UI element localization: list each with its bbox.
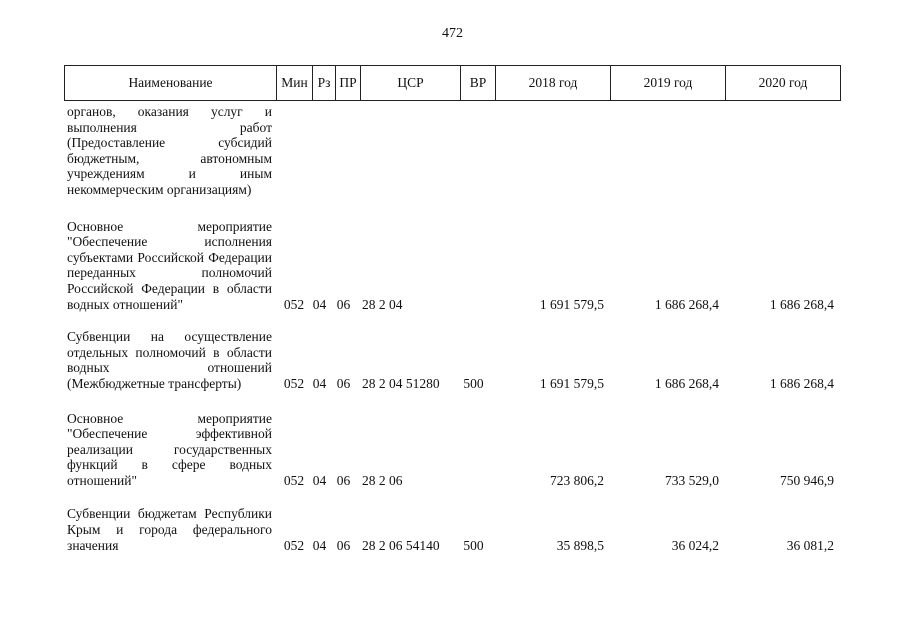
table-row	[64, 219, 841, 313]
row-name: Основное мероприятие "Обеспечение исполнения субъектами Российской Федерации переданных полномочий Российской Федерации в области водных отношений"	[67, 218, 272, 312]
row-2018: 723 806,2	[550, 472, 604, 488]
row-2018: 1 691 579,5	[539, 296, 604, 312]
header-csr: ЦСР	[360, 66, 460, 100]
table-row	[64, 329, 841, 391]
row-csr: 28 2 04 51280	[362, 375, 440, 391]
row-2020: 1 686 268,4	[769, 296, 834, 312]
row-min: 052	[283, 472, 305, 488]
row-2018: 1 691 579,5	[539, 375, 604, 391]
row-csr: 28 2 06 54140	[362, 537, 440, 553]
table-row	[64, 104, 841, 198]
row-2019: 36 024,2	[671, 537, 719, 553]
header-name: Наименование	[128, 75, 213, 90]
row-min: 052	[283, 296, 305, 312]
header-vr: ВР	[460, 66, 495, 100]
table-body	[64, 104, 841, 553]
row-rz: 04	[312, 375, 327, 391]
row-min: 052	[283, 375, 305, 391]
row-2019: 1 686 268,4	[654, 296, 719, 312]
row-vr: 500	[463, 537, 484, 553]
row-pr: 06	[336, 472, 351, 488]
row-name: Основное мероприятие "Обеспечение эффективной реализации государственных функций в сфере водных отношений"	[67, 410, 272, 488]
header-2018: 2018 год	[495, 66, 610, 100]
table-row	[64, 411, 841, 489]
row-pr: 06	[336, 375, 351, 391]
row-2019: 733 529,0	[665, 472, 719, 488]
row-rz: 04	[312, 472, 327, 488]
header-pr: ПР	[335, 66, 360, 100]
row-name: Субвенции на осуществление отдельных полномочий в области водных отношений (Межбюджетные трансферты)	[67, 329, 272, 391]
page-number: 472	[442, 26, 463, 41]
header-min: Мин	[276, 66, 312, 100]
row-2020: 1 686 268,4	[769, 375, 834, 391]
row-2019: 1 686 268,4	[654, 375, 719, 391]
row-rz: 04	[312, 537, 327, 553]
header-rz: Рз	[312, 66, 335, 100]
header-2020: 2020 год	[725, 66, 840, 100]
row-csr: 28 2 06	[362, 472, 403, 488]
row-name: органов, оказания услуг и выполнения работ (Предоставление субсидий бюджетным, автономным учреждениям и иным некоммерческим организациям)	[67, 104, 272, 197]
table-header	[64, 65, 841, 101]
row-2020: 36 081,2	[786, 537, 834, 553]
row-rz: 04	[312, 296, 327, 312]
row-2018: 35 898,5	[556, 537, 604, 553]
table-row	[64, 506, 841, 553]
row-pr: 06	[336, 296, 351, 312]
row-min: 052	[283, 537, 305, 553]
row-pr: 06	[336, 537, 351, 553]
row-csr: 28 2 04	[362, 296, 403, 312]
row-vr: 500	[463, 375, 484, 391]
row-name: Субвенции бюджетам Республики Крым и города федерального значения	[67, 506, 272, 553]
header-2019: 2019 год	[610, 66, 725, 100]
row-2020: 750 946,9	[780, 472, 834, 488]
